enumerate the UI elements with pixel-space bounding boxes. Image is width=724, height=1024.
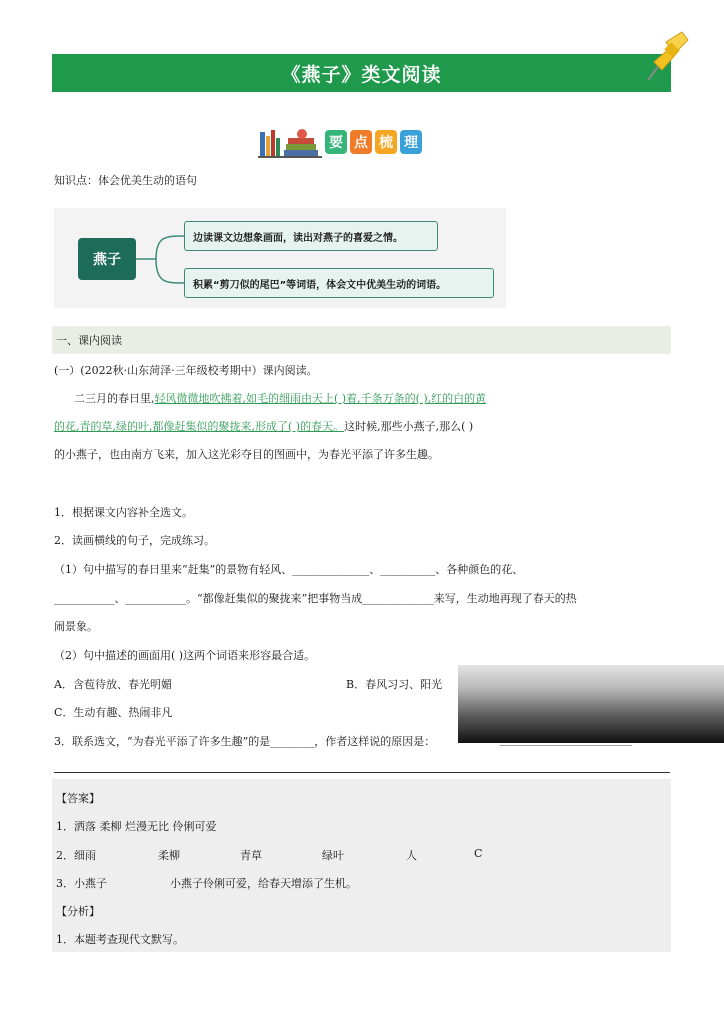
question-3: 3．联系选文，“为春光平添了许多生趣”的是________，作者这样说的原因是： bbox=[54, 735, 436, 748]
passage-line-2 bbox=[54, 418, 473, 434]
banner-char-2: 点 bbox=[350, 130, 372, 154]
banner-char-4: 理 bbox=[400, 130, 422, 154]
underlined-sentence: 轻风微微地吹拂着,如毛的细雨由天上( )着,千条万条的( ),红的白的黄 bbox=[154, 392, 487, 405]
option-b: B．春风习习、阳光 bbox=[346, 678, 443, 691]
passage-line-3: 的小燕子，也由南方飞来，加入这光彩夺目的图画中，为春光平添了许多生趣。 bbox=[54, 448, 439, 461]
passage-line-1 bbox=[74, 390, 486, 406]
analysis-1: 1．本题考查现代文默写。 bbox=[56, 933, 184, 946]
analysis-label: 【分析】 bbox=[56, 905, 100, 918]
redacted-region bbox=[458, 665, 724, 743]
banner-char-3: 梳 bbox=[375, 130, 397, 154]
banner-char-1: 要 bbox=[325, 130, 347, 154]
page-title: 《燕子》类文阅读 bbox=[281, 63, 442, 86]
answer-2-item: 柔柳 bbox=[158, 849, 180, 862]
question-2-1-cont: ___________、___________。“都像赶集似的聚拢来”把事物当成_____________来写，生动地再现了春天的热 bbox=[54, 592, 577, 605]
answer-2-item: C bbox=[474, 847, 483, 860]
pushpin-icon bbox=[640, 28, 690, 84]
answer-2-item: 绿叶 bbox=[322, 849, 344, 862]
section-heading: 一、课内阅读 bbox=[52, 326, 671, 354]
divider bbox=[54, 772, 670, 773]
option-a: A．含苞待放、春光明媚 bbox=[54, 678, 172, 691]
knowledge-point: 知识点：体会优美生动的语句 bbox=[54, 174, 197, 187]
mindmap-center: 燕子 bbox=[78, 238, 136, 280]
question-1: 1．根据课文内容补全选文。 bbox=[54, 506, 193, 519]
key-points-banner bbox=[258, 124, 422, 158]
answer-2-item: 人 bbox=[406, 849, 417, 862]
question-2-1-end: 闹景象。 bbox=[54, 620, 98, 633]
books-icon bbox=[258, 126, 322, 158]
question-2: 2．读画横线的句子，完成练习。 bbox=[54, 534, 215, 547]
mindmap-node-2: 积累“剪刀似的尾巴”等词语，体会文中优美生动的词语。 bbox=[184, 268, 494, 298]
passage-text: 二三月的春日里, bbox=[74, 392, 155, 405]
title-banner bbox=[52, 54, 671, 92]
option-c: C．生动有趣、热闹非凡 bbox=[54, 706, 173, 719]
answer-2-item: 青草 bbox=[240, 849, 262, 862]
answer-2-item: 2．细雨 bbox=[56, 849, 96, 862]
question-2-1: （1）句中描写的春日里来“赶集”的景物有轻风、______________、__________、各种颜色的花、 bbox=[54, 563, 524, 576]
answer-3: 3．小燕子 bbox=[56, 877, 107, 890]
mindmap-node-1: 边读课文边想象画面，读出对燕子的喜爱之情。 bbox=[184, 221, 438, 251]
answer-1: 1．洒落 柔柳 烂漫无比 伶俐可爱 bbox=[56, 820, 217, 833]
answer-label: 【答案】 bbox=[56, 792, 100, 805]
passage-text: 这时候,那些小燕子,那么( ) bbox=[344, 420, 474, 433]
question-2-2: （2）句中描述的画面用( )这两个词语来形容最合适。 bbox=[54, 649, 316, 662]
mindmap bbox=[54, 208, 506, 308]
passage-source: (一）(2022秋·山东菏泽·三年级校考期中）课内阅读。 bbox=[54, 364, 318, 377]
answer-3-reason: 小燕子伶俐可爱，给春天增添了生机。 bbox=[170, 877, 357, 890]
answer-panel bbox=[52, 779, 671, 952]
underlined-sentence: 的花,青的草,绿的叶,都像赶集似的聚拢来,形成了( )的春天。 bbox=[54, 420, 345, 433]
